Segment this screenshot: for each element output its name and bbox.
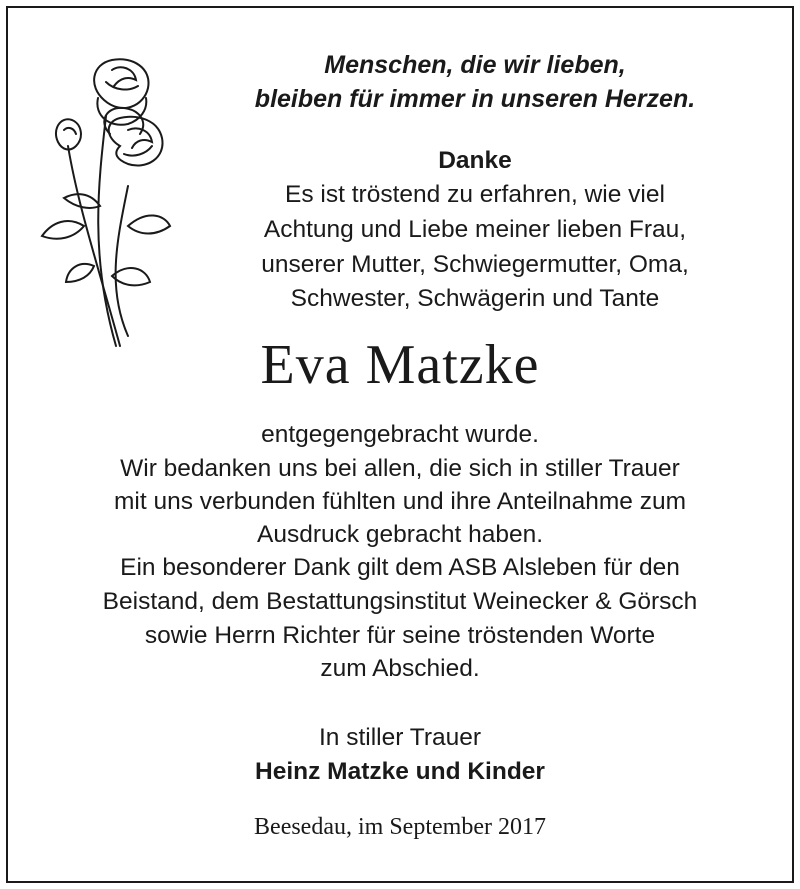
body-line-2: Wir bedanken uns bei allen, die sich in stiller Trauer	[120, 455, 680, 482]
motto-line-1: Menschen, die wir lieben,	[324, 51, 626, 79]
body-line-8: zum Abschied.	[320, 655, 480, 682]
signature: Heinz Matzke und Kinder	[255, 758, 545, 785]
intro-line-1: Es ist tröstend zu erfahren, wie viel	[285, 181, 665, 208]
intro-line-2: Achtung und Liebe meiner lieben Frau,	[263, 216, 687, 243]
body-line-7: sowie Herrn Richter für seine tröstenden Worte	[144, 622, 656, 649]
body-line-4: Ausdruck gebracht haben.	[256, 521, 544, 548]
heading-danke: Danke	[438, 147, 512, 174]
body-line-3: mit uns verbunden fühlten und ihre Anteilnahme zum	[113, 488, 687, 515]
body-line-1: entgegengebracht wurde.	[261, 421, 539, 448]
intro-line-3: unserer Mutter, Schwiegermutter, Oma,	[261, 251, 689, 278]
body-line-6: Beistand, dem Bestattungsinstitut Weinecker & Görsch	[102, 588, 698, 615]
closing-text: In stiller Trauer	[318, 724, 482, 751]
body-line-5: Ein besonderer Dank gilt dem ASB Alsleben für den	[120, 554, 680, 581]
deceased-name: Eva Matzke	[260, 334, 540, 396]
intro-line-4: Schwester, Schwägerin und Tante	[290, 285, 660, 312]
rose-illustration	[28, 46, 188, 366]
place-and-date: Beesedau, im September 2017	[254, 814, 546, 840]
motto-line-2: bleiben für immer in unseren Herzen.	[254, 85, 696, 113]
